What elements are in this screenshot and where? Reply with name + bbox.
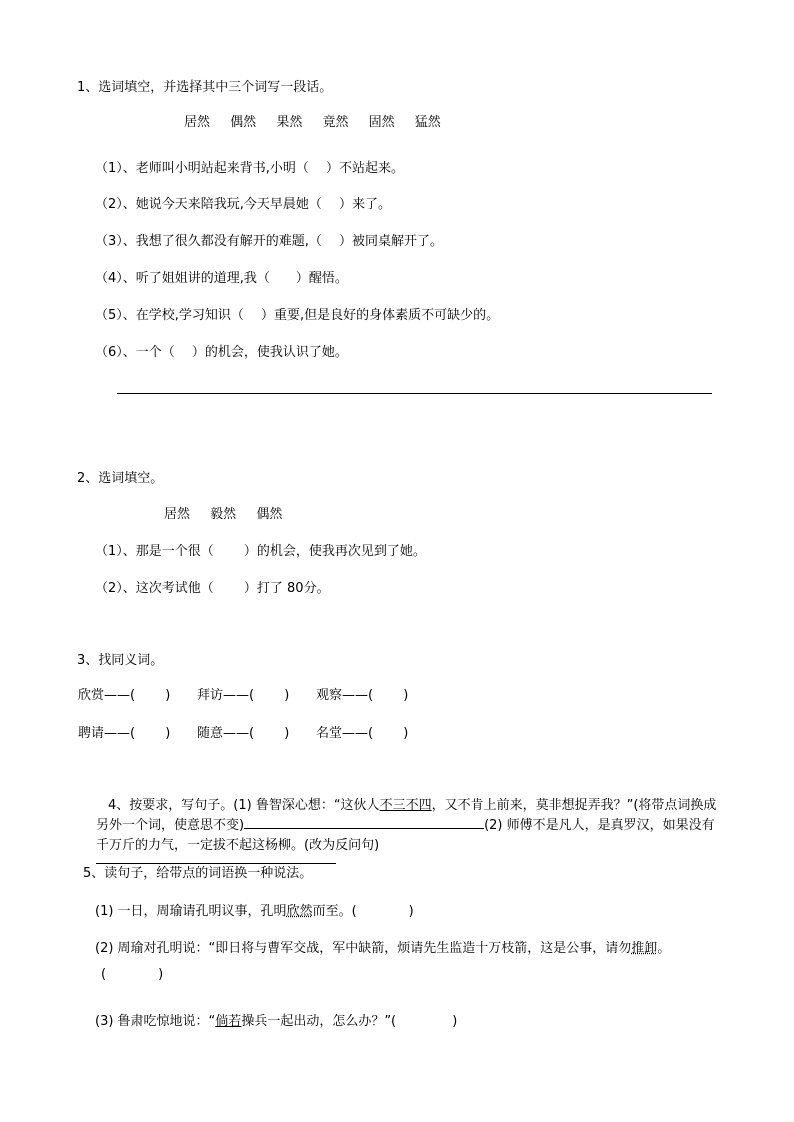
q2-title: 2、选词填空。 [77,471,164,486]
q4-answer-blank-2[interactable] [96,863,336,864]
word-option: 毅然 [210,507,237,522]
word-option: 竟然 [322,115,349,130]
q5-item-1 [95,904,414,920]
q1-item-5: （5）、在学校,学习知识（ ）重要,但是良好的身体素质不可缺少的。 [95,308,500,323]
q1-writing-line[interactable] [117,393,712,394]
q1-item-2: （2）、她说今天来陪我玩,今天早晨她（ ）来了。 [95,197,392,212]
q5-underlined-word: 倘若 [215,1014,242,1029]
q5-item-2 [95,941,670,957]
word-option: 居然 [164,507,191,522]
q4-text: ，又不肯上前来，莫非想捉弄我？”(将带点词换成另外一个词，使意思不变) [96,798,717,833]
q3-pair: 随意——( ) [197,726,290,741]
q1-item-3: （3）、我想了很久都没有解开的难题,（ ）被同桌解开了。 [95,234,444,249]
q5-item-3 [95,1014,457,1030]
q4-text: (2) 师傅不是凡人，是真罗汉，如果没有千万斤的力气，一定拔不起这杨柳。(改为反问句) [96,818,715,853]
q2-item-1: （1）、那是一个很（ ）的机会，使我再次见到了她。 [95,544,426,559]
q5-text: (3) 鲁肃吃惊地说：“ [95,1014,216,1029]
word-option: 偶然 [230,115,257,130]
word-option: 偶然 [256,507,283,522]
q5-title: 5、读句子，给带点的词语换一种说法。 [83,866,313,881]
q5-text: 操兵一起出动，怎么办？”( ) [241,1014,458,1029]
q3-pair: 欣赏——( ) [78,688,171,703]
word-option: 居然 [184,115,211,130]
q5-text: (1) 一日，周瑜请孔明议事，孔明 [95,904,287,919]
q5-text: 而至。( ) [312,904,414,919]
q5-text: (2) 周瑜对孔明说：“即日将与曹军交战，军中缺箭，烦请先生监造十万枝箭，这是公事，请勿 [95,941,632,956]
q4-answer-blank-1[interactable] [244,816,484,829]
word-option: 固然 [368,115,395,130]
q5-text: 。 [657,941,671,956]
q3-pair: 聘请——( ) [78,726,171,741]
q4-underlined-phrase: 不三不四 [379,798,432,813]
q4-paragraph [96,796,726,856]
word-option: 果然 [276,115,303,130]
q3-pair: 观察——( ) [316,688,409,703]
q1-item-6: （6）、一个（ ）的机会，使我认识了她。 [95,345,348,360]
q4-text: 4、按要求，写句子。(1) 鲁智深心想：“这伙人 [108,798,380,813]
q5-item-2-blank: ( ) [101,967,164,982]
q1-item-1: （1）、老师叫小明站起来背书,小明（ ）不站起来。 [95,161,405,176]
q5-dotted-word: 推卸 [631,941,658,956]
q1-word-bank [184,115,457,131]
q1-item-4: （4）、听了姐姐讲的道理,我（ ）醒悟。 [95,271,348,286]
q3-pair: 名堂——( ) [316,726,409,741]
q3-title: 3、找同义词。 [77,653,164,668]
word-option: 猛然 [414,115,441,130]
q3-pair: 拜访——( ) [197,688,290,703]
q5-dotted-word: 欣然 [286,904,313,919]
q2-item-2: （2）、这次考试他（ ）打了 80分。 [95,581,330,596]
q1-title: 1、选词填空，并选择其中三个词写一段话。 [77,80,333,95]
q2-word-bank [164,507,298,523]
